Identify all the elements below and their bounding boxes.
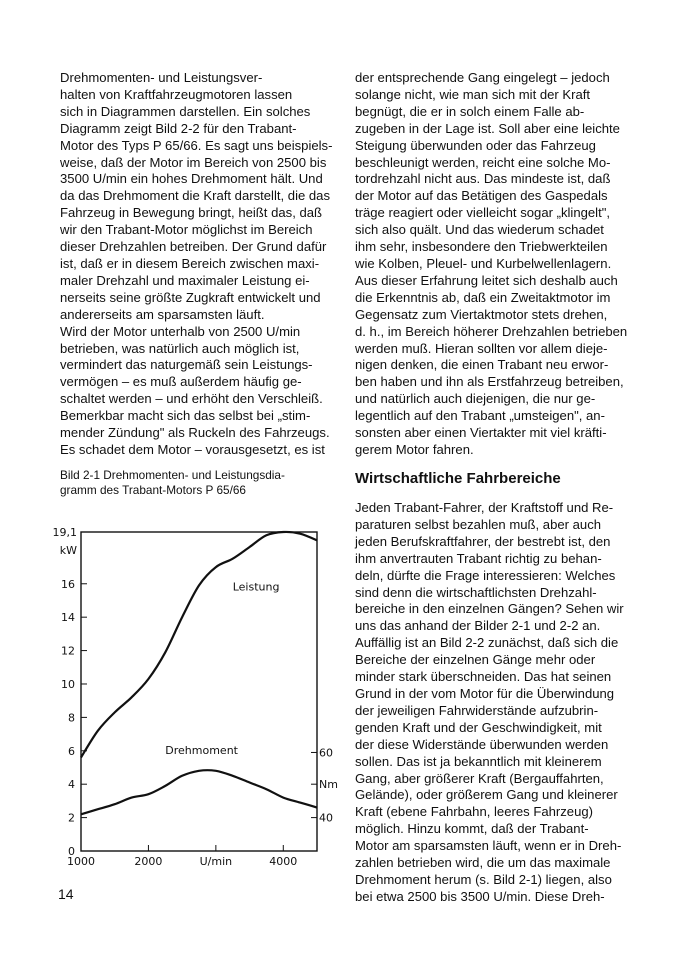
right-bottom-line: Gelände), oder größerem Gang und kleinerer: [355, 787, 618, 803]
left-top-line: nerseits seine größte Zugkraft entwickelt und: [60, 289, 321, 305]
right-bottom-line: Auffällig ist an Bild 2-2 zunächst, daß sich die: [355, 635, 619, 651]
figure-caption: [60, 468, 326, 498]
y-right-tick-label: 60: [319, 746, 333, 760]
x-tick-label: U/min: [199, 855, 233, 868]
right-bottom-line: Gang, aber größerer Kraft (Bergauffahrten,: [355, 770, 604, 786]
left-top-line: vermindert das naturgemäß sein Leistungs-: [60, 357, 313, 373]
right-bottom-line: deln, dürfte die Frage interessieren: Welches: [355, 567, 616, 583]
leistung-series-label: Leistung: [232, 580, 280, 594]
y-tick-label: 2: [68, 811, 75, 825]
right-top-line: wie Kolben, Pleuel- und Kurbelwellenlagern.: [355, 255, 612, 271]
left-top-line: weise, daß der Motor im Bereich von 2500 bis: [60, 154, 327, 170]
right-top-line: zugeben in der Lage ist. Soll aber eine leichte: [355, 120, 620, 136]
right-top-line: ben haben und ihn als Erstfahrzeug betreiben,: [355, 374, 624, 390]
right-top-line: Aus dieser Erfahrung leitet sich deshalb auch: [355, 272, 618, 288]
right-bottom-line: zahlen betrieben wird, die um das maximale: [355, 855, 611, 871]
left-top-line: Bemerkbar macht sich das selbst bei „stim-: [60, 408, 311, 424]
right-bottom-line: Jeden Trabant-Fahrer, der Kraftstoff und Re-: [355, 500, 614, 515]
right-bottom-line: Grund in der vom Motor für die Überwindung: [355, 685, 615, 701]
page-number: 14: [58, 886, 74, 902]
right-top-line: tordrehzahl nicht aus. Das mindeste ist, daß: [355, 171, 611, 187]
right-top-line: beschleunigt werden, reicht eine solche Mo-: [355, 154, 611, 170]
right-top-line: legentlich auf den Trabant „umsteigen", an-: [355, 408, 605, 424]
right-bottom-line: Drehmoment herum (s. Bild 2-1) liegen, also: [355, 871, 612, 887]
drehmoment-series-line: [81, 770, 317, 814]
right-top-line: ihm sehr, insbesondere den Triebwerkteilen: [355, 239, 608, 255]
right-top-line: träge reagiert oder vielleicht sogar „klingelt",: [355, 205, 611, 221]
right-bottom-line: bereiche in den einzelnen Gängen? Sehen wir: [355, 601, 624, 617]
right-top-line: gerem Motor fahren.: [355, 441, 474, 457]
right-top-line: sich also quält. Und das wiederum schadet: [355, 222, 604, 238]
left-top-line: Es schadet dem Motor – vorausgesetzt, es ist: [60, 441, 325, 457]
right-bottom-line: minder stark überschneiden. Das hat seinen: [355, 669, 612, 685]
left-top-line: vermögen – es muß außerdem häufig ge-: [60, 374, 302, 390]
right-bottom-line: sollen. Das ist ja bekanntlich mit kleinerem: [355, 753, 602, 769]
x-tick-label: 4000: [269, 855, 298, 868]
y-right-tick-label: 40: [319, 811, 333, 825]
left-top-line: wir den Trabant-Motor möglichst im Bereich: [60, 222, 313, 238]
left-top-line: schaltet werden – und erhöht den Verschleiß.: [60, 391, 323, 407]
x-tick-label: 1000: [67, 855, 95, 868]
leistung-series-line: [81, 532, 317, 758]
left-top-line: Wird der Motor unterhalb von 2500 U/min: [60, 323, 301, 339]
right-top-line: begnügt, die er in solch einem Falle ab-: [355, 103, 585, 119]
right-top-line: d. h., im Bereich höherer Drehzahlen betrieben: [355, 323, 628, 339]
right-top-line: werden muß. Hieran sollten vor allem dieje-: [355, 340, 608, 356]
right-top-line: Steigung überwunden oder das Fahrzeug: [355, 137, 596, 153]
right-top-line: der Motor auf das Betätigen des Gaspedals: [355, 188, 608, 204]
right-top-line: Gegensatz zum Viertaktmotor stets drehen,: [355, 306, 608, 322]
left-top-column: [60, 70, 336, 459]
right-bottom-line: sind denn die wirtschaftlichsten Drehzahl-: [355, 584, 597, 600]
y-tick-label: 6: [68, 744, 75, 758]
right-top-line: nigen denken, die einen Trabant neu erwor-: [355, 357, 609, 373]
left-top-line: sich in Diagrammen darstellen. Ein solches: [60, 103, 311, 119]
right-top-line: sonsten aber einen Viertakter mit viel kräfti-: [355, 425, 607, 441]
y-tick-label: 8: [68, 711, 75, 725]
left-top-line: andererseits am sparsamsten läuft.: [60, 306, 265, 322]
left-top-line: ist, daß er in diesem Bereich zwischen maxi-: [60, 255, 320, 271]
section-heading: Wirtschaftliche Fahrbereiche: [355, 470, 561, 487]
right-bottom-line: genden Kraft und der Geschwindigkeit, mit: [355, 719, 602, 735]
right-bottom-line: möglich. Hinzu kommt, daß der Trabant-: [355, 821, 589, 837]
y-unit-label: kW: [59, 544, 77, 557]
left-top-line: betrieben, was natürlich auch möglich ist,: [60, 340, 300, 356]
right-bottom-line: bei etwa 2500 bis 3500 U/min. Diese Dreh-: [355, 888, 605, 904]
right-bottom-line: paraturen selbst bezahlen muß, aber auch: [355, 516, 602, 532]
caption-line: gramm des Trabant-Motors P 65/66: [60, 483, 246, 497]
torque-power-chart: [52, 520, 338, 880]
right-top-line: die Erkenntnis ab, daß ein Zweitaktmotor im: [355, 289, 611, 305]
left-top-line: Drehmomenten- und Leistungsver-: [60, 70, 263, 85]
y-max-label: 19,1: [52, 526, 77, 539]
left-top-line: Fahrzeug in Bewegung bringt, heißt das, daß: [60, 205, 323, 221]
right-bottom-line: Bereiche der einzelnen Gänge mehr oder: [355, 652, 596, 668]
left-top-line: halten von Kraftfahrzeugmotoren lassen: [60, 86, 293, 102]
left-top-line: 3500 U/min ein hohes Drehmoment hält. Und: [60, 171, 323, 187]
left-top-line: maler Drehzahl und maximaler Leistung ei-: [60, 272, 310, 288]
right-bottom-line: uns das anhand der Bilder 2-1 und 2-2 an.: [355, 618, 601, 634]
right-top-line: und natürlich auch diejenigen, die nur ge-: [355, 391, 596, 407]
y-tick-label: 14: [61, 611, 75, 625]
right-bottom-line: ihm anvertrauten Trabant richtig zu behan-: [355, 550, 602, 566]
y-tick-label: 4: [68, 778, 75, 792]
right-bottom-line: der diese Widerstände überwunden werden: [355, 736, 609, 752]
drehmoment-series-label: Drehmoment: [165, 744, 238, 758]
left-top-line: Diagramm zeigt Bild 2-2 für den Trabant-: [60, 120, 297, 136]
right-bottom-line: Motor am sparsamsten läuft, wenn er in Dreh-: [355, 838, 622, 854]
caption-line: Bild 2-1 Drehmomenten- und Leistungsdia-: [60, 468, 285, 482]
y-tick-label: 10: [61, 677, 75, 691]
right-bottom-column: [355, 500, 631, 906]
right-bottom-line: der jeweiligen Fahrwiderstände aufzubrin-: [355, 702, 599, 718]
right-top-line: solange nicht, wie man sich mit der Kraft: [355, 86, 591, 102]
right-top-line: der entsprechende Gang eingelegt – jedoch: [355, 70, 610, 85]
right-top-column: [355, 70, 631, 459]
left-top-line: Motor des Typs P 65/66. Es sagt uns beispiels-: [60, 137, 333, 153]
y-tick-label: 0: [68, 845, 75, 858]
y-right-tick-label: Nm: [319, 778, 338, 792]
left-top-line: dieser Drehzahlen betreiben. Der Grund dafür: [60, 239, 327, 255]
y-tick-label: 16: [61, 577, 75, 591]
right-bottom-line: jeden Berufskraftfahrer, der bestrebt ist, den: [355, 533, 611, 549]
left-top-line: da das Drehmoment die Kraft darstellt, die das: [60, 188, 331, 204]
right-bottom-line: Kraft (ebene Fahrbahn, leeres Fahrzeug): [355, 804, 594, 820]
left-top-line: mender Zündung" als Ruckeln des Fahrzeugs.: [60, 425, 330, 441]
x-tick-label: 2000: [134, 855, 163, 868]
y-tick-label: 12: [61, 644, 75, 658]
